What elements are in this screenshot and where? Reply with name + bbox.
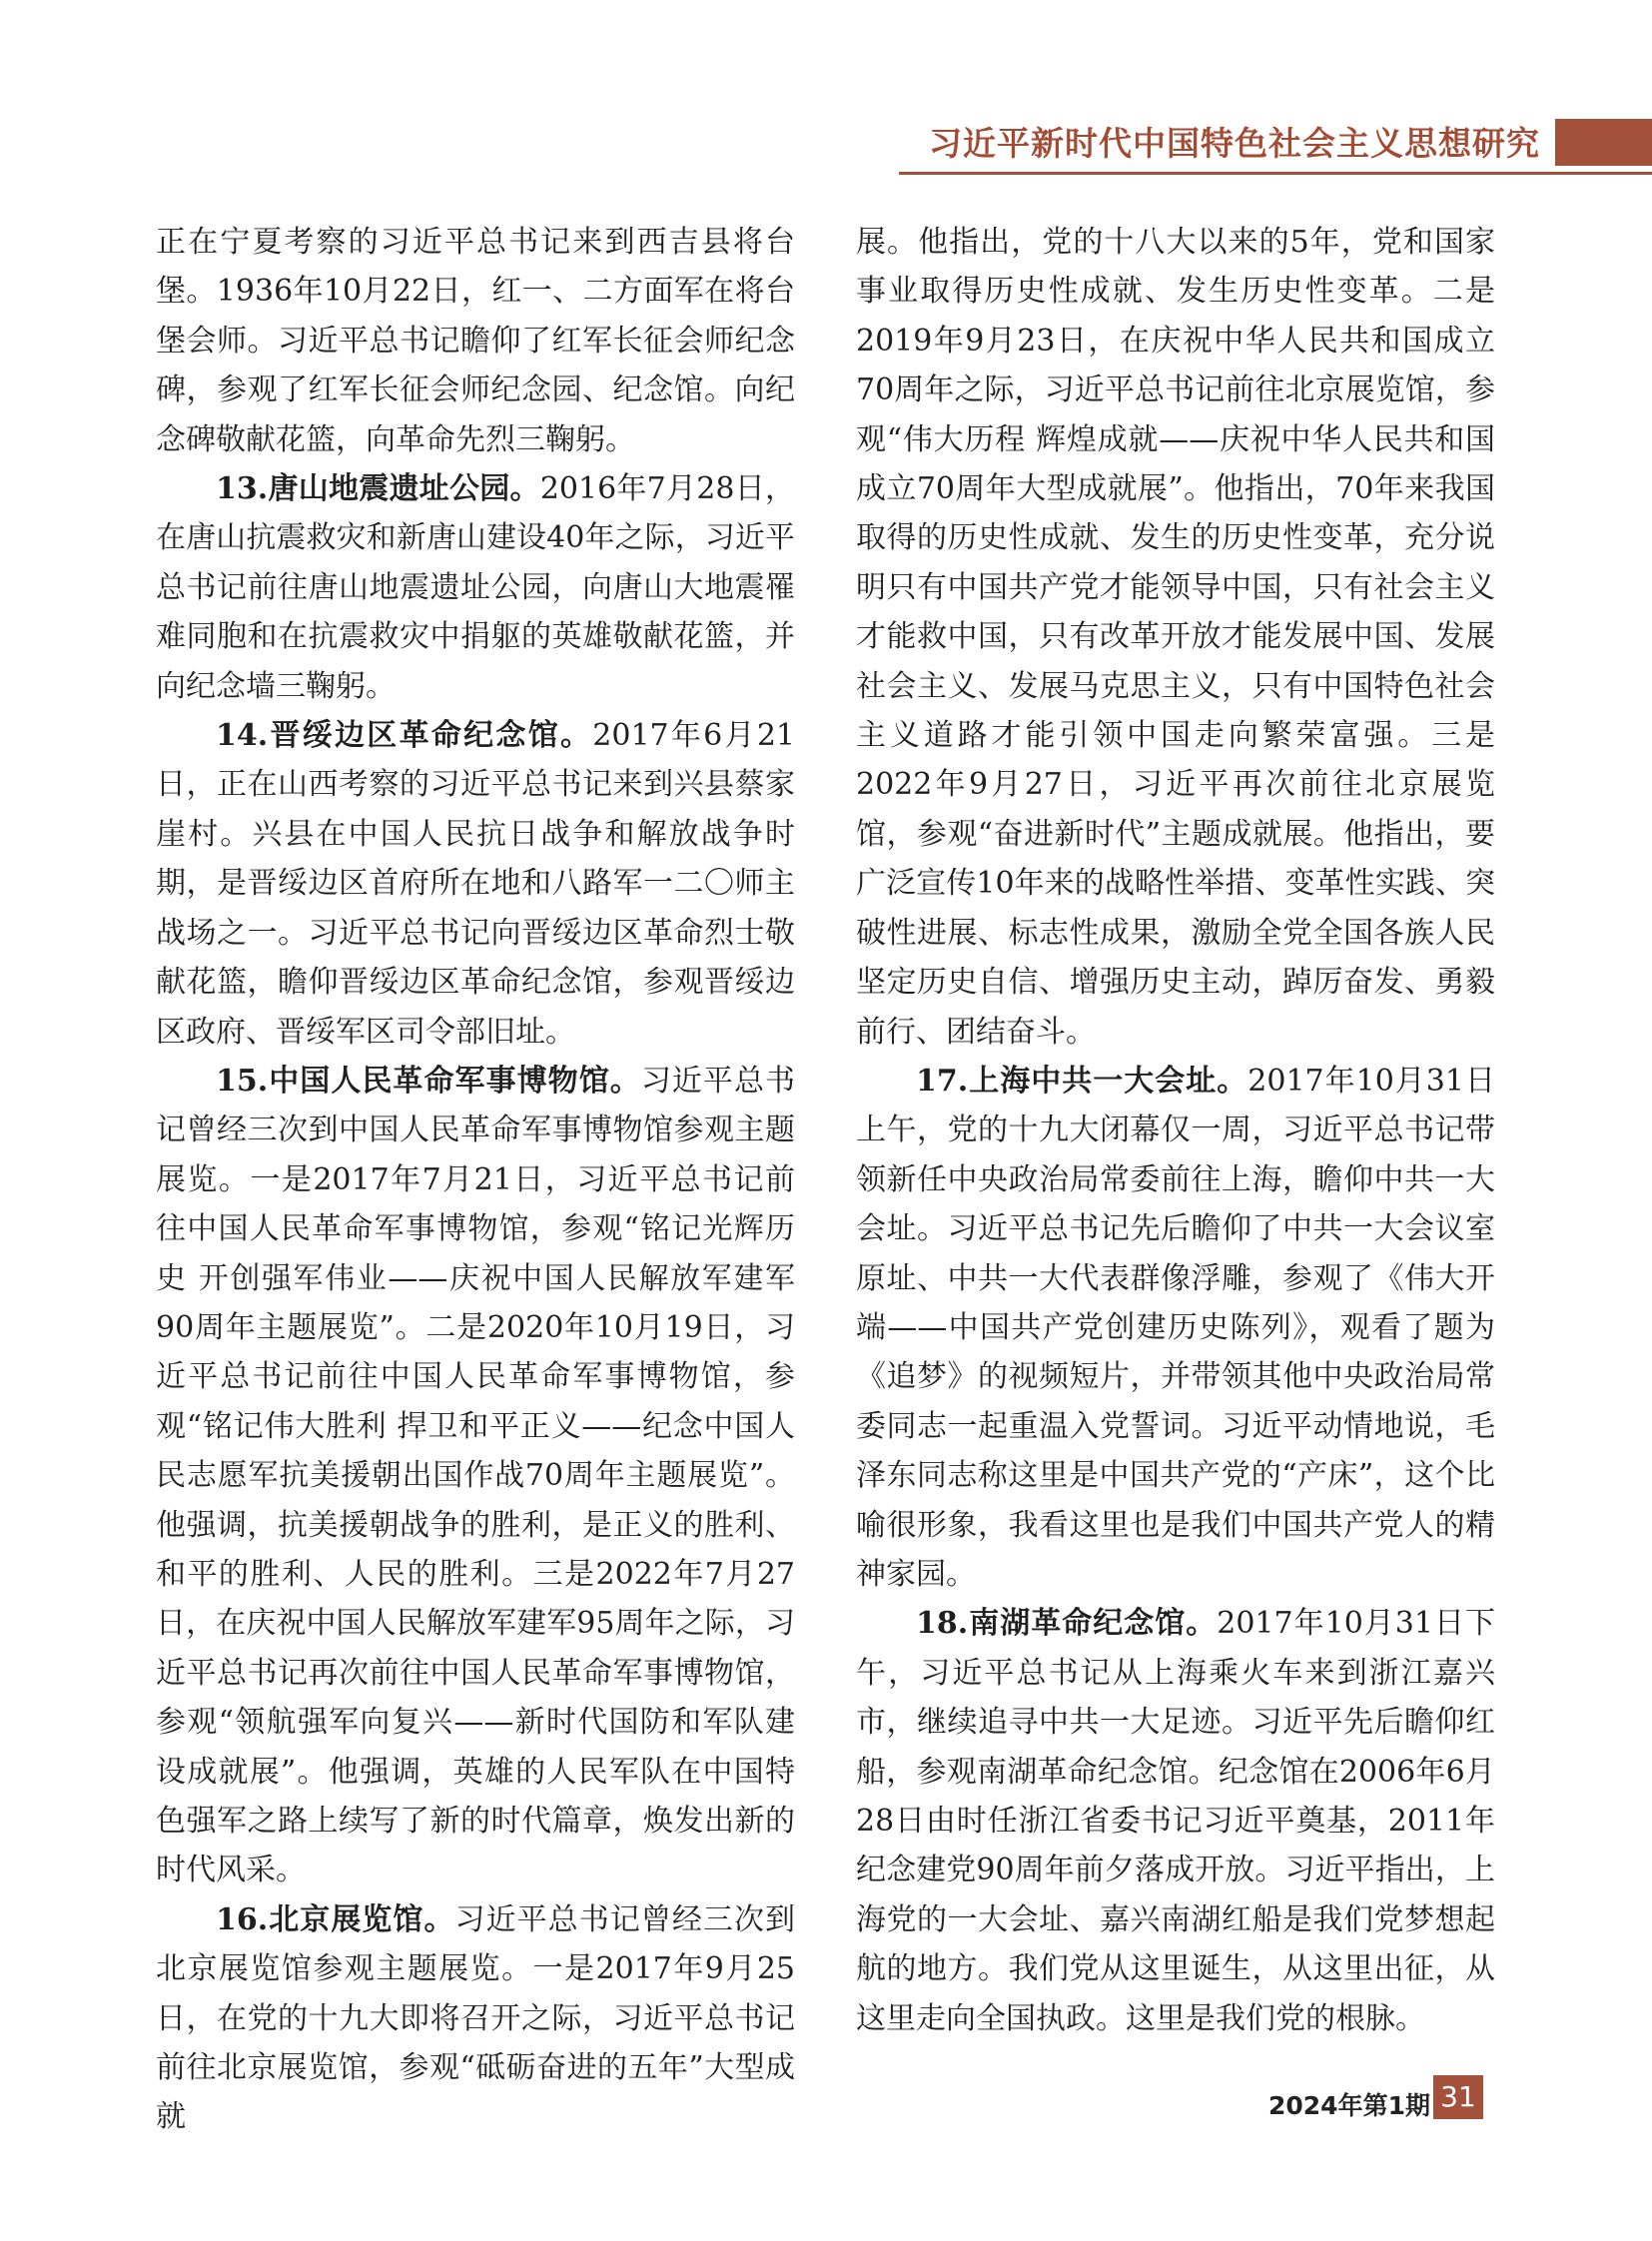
page-number: 31 xyxy=(1433,2075,1483,2119)
paragraph-continued: 正在宁夏考察的习近平总书记来到西吉县将台堡。1936年10月22日，红一、二方面军在将台堡会师。习近平总书记瞻仰了红军长征会师纪念碑，参观了红军长征会师纪念园、纪念馆。向纪念碑敬献花篮，向革命先烈三鞠躬。 xyxy=(156,225,795,457)
paragraph-item-14 xyxy=(156,711,795,1057)
item-text: 2017年6月21日，正在山西考察的习近平总书记来到兴县蔡家崖村。兴县在中国人民抗日战争和解放战争时期，是晋绥边区首府所在地和八路军一二〇师主战场之一。习近平总书记向晋绥边区革命烈士敬献花篮，瞻仰晋绥边区革命纪念馆，参观晋绥边区政府、晋绥军区司令部旧址。 xyxy=(156,718,795,1050)
left-column xyxy=(156,218,795,2142)
paragraph-continued: 展。他指出，党的十八大以来的5年，党和国家事业取得历史性成就、发生历史性变革。二是2019年9月23日，在庆祝中华人民共和国成立70周年之际，习近平总书记前往北京展览馆，参观“伟大历程 辉煌成就——庆祝中华人民共和国成立70周年大型成就展”。他指出，70年来我国取得的历史性成就、发生的历史性变革，充分说明只有中国共产党才能领导中国，只有社会主义才能救中国，只有改革开放才能发展中国、发展社会主义、发展马克思主义，只有中国特色社会主义道路才能引领中国走向繁荣富强。三是2022年9月27日，习近平再次前往北京展览馆，参观“奋进新时代”主题成就展。他指出，要广泛宣传10年来的战略性举措、变革性实践、突破性进展、标志性成果，激励全党全国各族人民坚定历史自信、增强历史主动，踔厉奋发、勇毅前行、团结奋斗。 xyxy=(856,225,1495,1050)
item-title: 16.北京展览馆。 xyxy=(216,1901,455,1937)
item-text: 2016年7月28日，在唐山抗震救灾和新唐山建设40年之际，习近平总书记前往唐山地震遗址公园，向唐山大地震罹难同胞和在抗震救灾中捐躯的英雄敬献花篮，并向纪念墙三鞠躬。 xyxy=(156,471,795,704)
item-title: 13.唐山地震遗址公园。 xyxy=(216,471,540,507)
paragraph-item-15 xyxy=(156,1057,795,1895)
header-accent-bar xyxy=(1555,119,1652,166)
issue-label: 2024年第1期 xyxy=(1268,2091,1430,2120)
item-text: 习近平总书记曾经三次到北京展览馆参观主题展览。一是2017年9月25日，在党的十九大即将召开之际，习近平总书记前往北京展览馆，参观“砥砺奋进的五年”大型成就 xyxy=(156,1901,795,2135)
item-text: 2017年10月31日上午，党的十九大闭幕仅一周，习近平总书记带领新任中央政治局常委前往上海，瞻仰中共一大会址。习近平总书记先后瞻仰了中共一大会议室原址、中共一大代表群像浮雕，参观了《伟大开端——中国共产党创建历史陈列》，观看了题为《追梦》的视频短片，并带领其他中央政治局常委同志一起重温入党誓词。习近平动情地说，毛泽东同志称这里是中国共产党的“产床”，这个比喻很形象，我看这里也是我们中国共产党人的精神家园。 xyxy=(856,1063,1495,1592)
item-title: 17.上海中共一大会址。 xyxy=(916,1063,1248,1099)
header-rule xyxy=(899,172,1652,175)
item-title: 15.中国人民革命军事博物馆。 xyxy=(216,1063,641,1099)
journal-title: 习近平新时代中国特色社会主义思想研究 xyxy=(929,124,1540,163)
item-title: 14.晋绥边区革命纪念馆。 xyxy=(216,718,593,754)
paragraph-item-17 xyxy=(856,1057,1495,1599)
right-column xyxy=(856,218,1495,2043)
paragraph-item-18 xyxy=(856,1599,1495,2043)
paragraph-item-16 xyxy=(156,1895,795,2142)
item-text: 2017年10月31日下午，习近平总书记从上海乘火车来到浙江嘉兴市，继续追寻中共一大足迹。习近平先后瞻仰红船，参观南湖革命纪念馆。纪念馆在2006年6月28日由时任浙江省委书记习近平奠基，2011年纪念建党90周年前夕落成开放。习近平指出，上海党的一大会址、嘉兴南湖红船是我们党梦想起航的地方。我们党从这里诞生，从这里出征，从这里走向全国执政。这里是我们党的根脉。 xyxy=(856,1606,1495,2036)
paragraph-item-13 xyxy=(156,464,795,711)
item-text: 习近平总书记曾经三次到中国人民革命军事博物馆参观主题展览。一是2017年7月21日，习近平总书记前往中国人民革命军事博物馆，参观“铭记光辉历史 开创强军伟业——庆祝中国人民解放军建军90周年主题展览”。二是2020年10月19日，习近平总书记前往中国人民革命军事博物馆，参观“铭记伟大胜利 捍卫和平正义——纪念中国人民志愿军抗美援朝出国作战70周年主题展览”。他强调，抗美援朝战争的胜利，是正义的胜利、和平的胜利、人民的胜利。三是2022年7月27日，在庆祝中国人民解放军建军95周年之际，习近平总书记再次前往中国人民革命军事博物馆，参观“领航强军向复兴——新时代国防和军队建设成就展”。他强调，英雄的人民军队在中国特色强军之路上续写了新的时代篇章，焕发出新的时代风采。 xyxy=(156,1063,795,1888)
item-title: 18.南湖革命纪念馆。 xyxy=(916,1606,1218,1642)
